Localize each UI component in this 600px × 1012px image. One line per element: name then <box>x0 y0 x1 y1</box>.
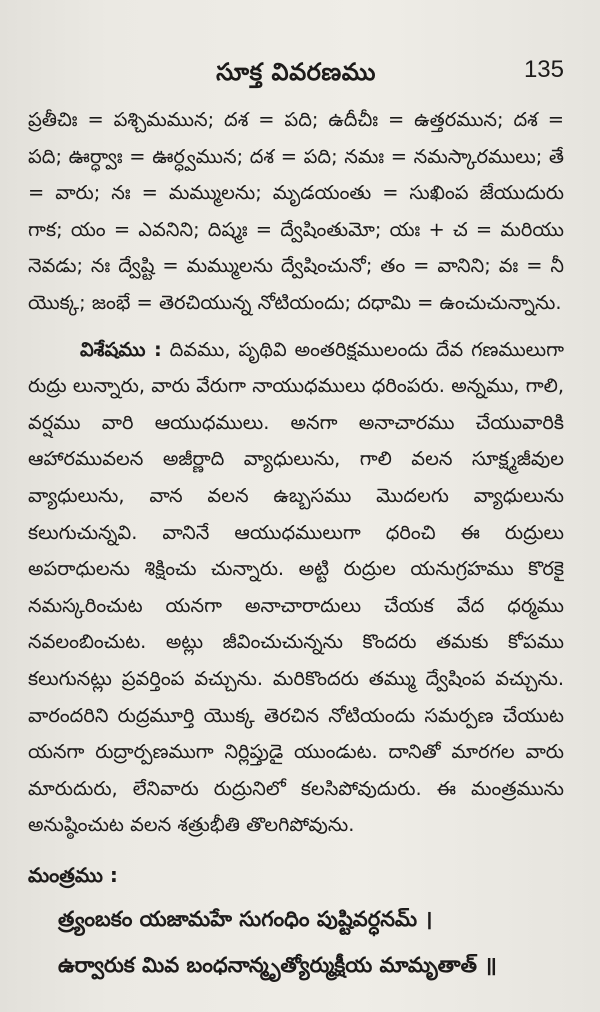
commentary-label: విశేషము : <box>80 337 162 361</box>
commentary-text: దివము, పృథివి అంతరిక్షములందు దేవ గణములుగా రుద్రు లున్నారు, వారు వేరుగా నాయుధములు ధరింపరు. అన్నము, గాలి, వర్షము వారి ఆయుధములు. అనగా అనాచారము చేయువారికి ఆహారమువలన అజీర్ణాది వ్యాధులును, గాలి వలన సూక్ష్మజీవుల వ్యాధులును, వాన వలన ఉబ్బసము మొదలగు వ్యాధులును కలుగుచున్నవి. వానినే ఆయుధములుగా ధరించి ఈ రుద్రులు అపరాధులను శిక్షించు చున్నారు. అట్టి రుద్రుల యనుగ్రహము కొరకై నమస్కరించుట యనగా అనాచారాదులు చేయక వేద ధర్మము నవలంబించుట. అట్లు జీవించుచున్నను కొందరు తమకు కోపము కలుగునట్లు ప్రవర్తింప వచ్చును. మరికొందరు తమ్ము ద్వేషింప వచ్చును. వారందరిని రుద్రమూర్తి యొక్క తెరచిన నోటియందు సమర్పణ చేయుట యనగా రుద్రార్పణముగా నిర్లిప్తుడై యుండుట. దానితో మారగల వారు మారుదురు, లేనివారు రుద్రునిలో కలసిపోవుదురు. ఈ మంత్రమును అనుష్ఠించుట వలన శత్రుభీతి తొలగిపోవును. <box>28 337 564 837</box>
commentary-paragraph <box>28 332 564 844</box>
mantra-verse-line-1: త్ర్యంబకం యజామహే సుగంధిం పుష్టివర్ధనమ్ । <box>58 906 433 931</box>
word-meaning-paragraph: ప్రతీచిః = పశ్చిమమున; దశ = పది; ఉదీచీః = ఉత్తరమున; దశ = పది; ఊర్ధ్వాః = ఊర్ధ్వమున; దశ = పది; నమః = నమస్కారములు; తే = వారు; నః = మమ్ములను; మృడయంతు = సుఖింప జేయుదురు గాక; యం = ఎవనిని; దిష్మః = ద్వేషింతుమో; యః + చ = మరియు నెవడు; నః ద్వేష్టి = మమ్ములను ద్వేషించునో; తం = వానిని; వః = నీ యొక్క; జంభే = తెరచియున్న నోటియందు; దధామి = ఉంచుచున్నాను. <box>28 108 564 314</box>
page-number: 135 <box>523 56 564 83</box>
running-title: సూక్త వివరణము <box>216 58 376 86</box>
page-header <box>28 44 564 102</box>
mantra-label: మంత్రము : <box>28 862 118 887</box>
mantra-verse-line-2: ఉర్వారుక మివ బంధనాన్మృత్యోర్ముక్షీయ మామృతాత్ ॥ <box>58 952 497 977</box>
